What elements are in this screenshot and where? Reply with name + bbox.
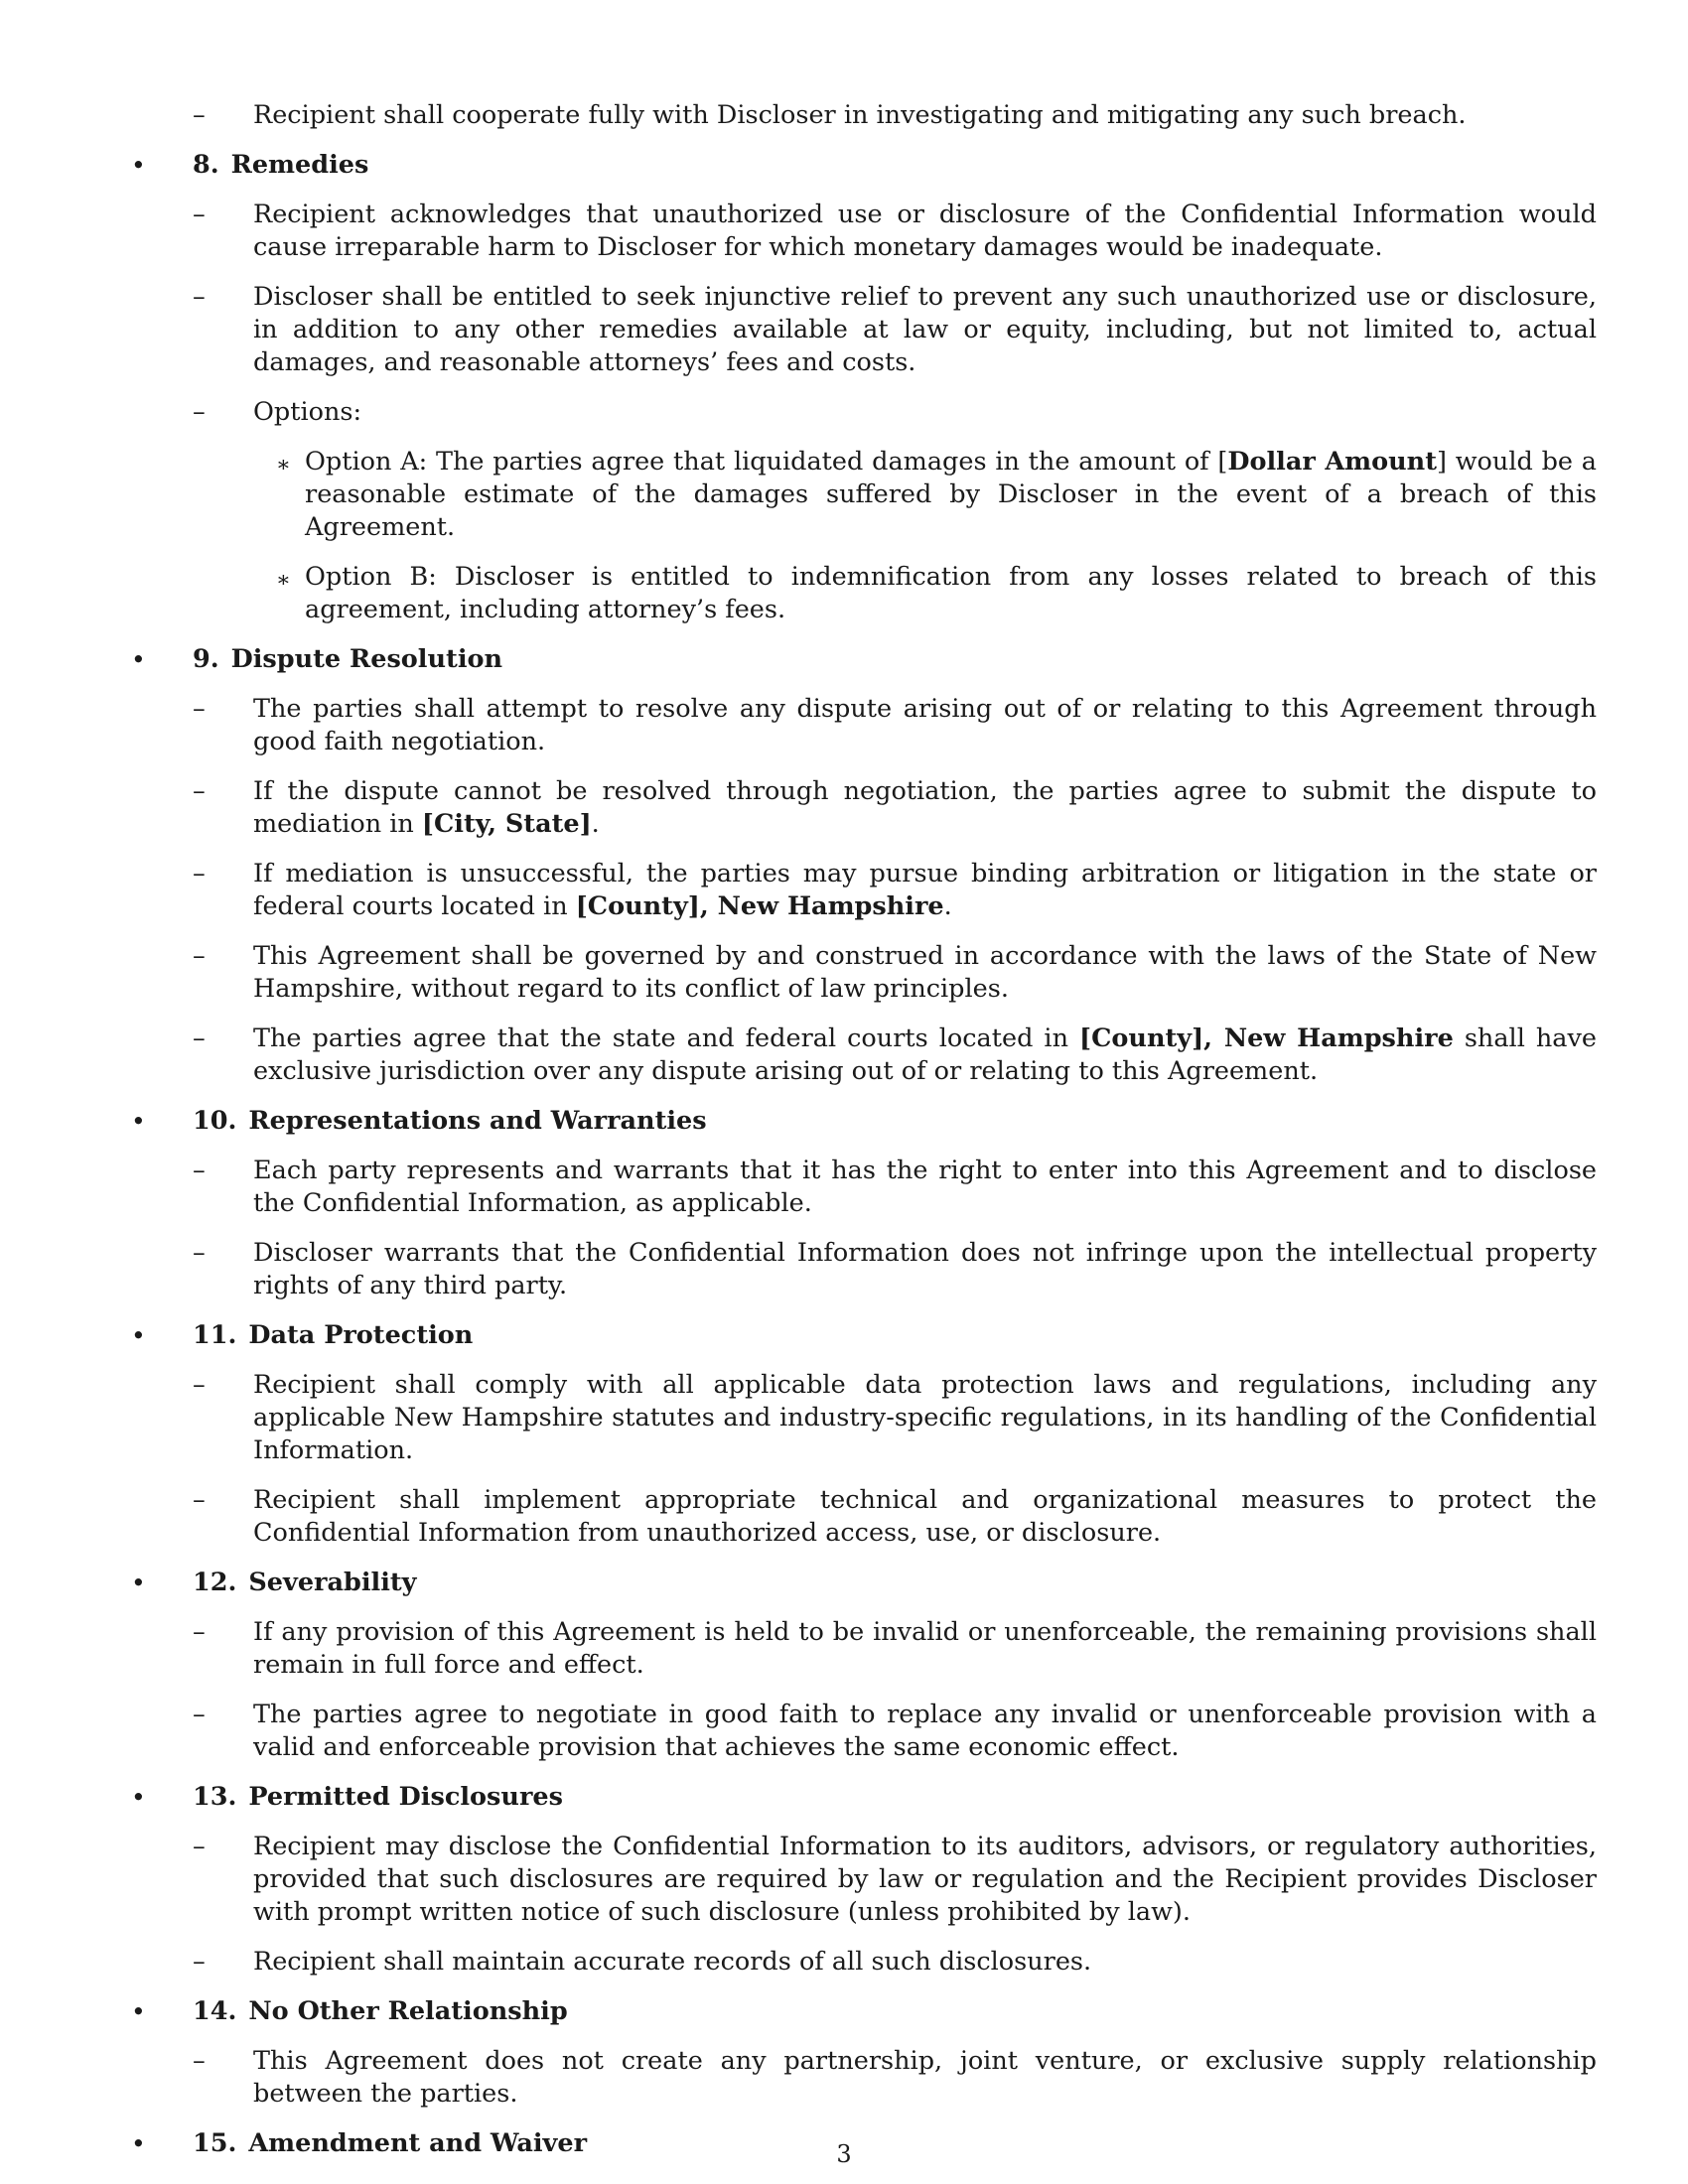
subclause: – Recipient may disclose the Confidential Information to its auditors, advisors, or regulatory authorities, provided that such disclosures are required by law or regulation and the Recipient provides Discloser with prompt written notice of such disclosure (unless prohibited by law).	[193, 1832, 1597, 1927]
section-9	[127, 643, 1597, 1088]
bullet-marker: •	[131, 1107, 146, 1136]
section-heading: 8. Remedies	[193, 150, 369, 180]
section-14	[127, 1995, 1597, 2111]
placeholder-county: [County], New Hampshire	[575, 891, 944, 921]
subclause: – Recipient shall maintain accurate records of all such disclosures.	[193, 1947, 1092, 1977]
subclause: – Discloser warrants that the Confidential Information does not infringe upon the intellectual property rights of any third party.	[193, 1238, 1597, 1300]
option-a: ∗ Option A: The parties agree that liquidated damages in the amount of [Dollar Amount] would be a reasonable estimate of the damages suffered by Discloser in the event of a breach of this Agreement.	[276, 447, 1597, 542]
dash-marker: –	[193, 2046, 206, 2076]
subclause: – The parties agree that the state and federal courts located in [County], New Hampshire shall have exclusive jurisdiction over any dispute arising out of or relating to this Agreement.	[193, 1024, 1598, 1086]
subclause: – Each party represents and warrants that it has the right to enter into this Agreement and to disclose the Confidential Information, as applicable.	[193, 1156, 1597, 1218]
section-13	[127, 1781, 1597, 1979]
dash-marker: –	[193, 1370, 206, 1400]
dash-marker: –	[193, 859, 206, 888]
section-heading: 15. Amendment and Waiver	[193, 2128, 588, 2158]
subclause: – If mediation is unsuccessful, the parties may pursue binding arbitration or litigation in the state or federal courts located in [County], New Hampshire.	[193, 859, 1597, 921]
section-heading: 9. Dispute Resolution	[193, 644, 503, 674]
dash-marker: –	[193, 1485, 206, 1515]
bullet-marker: •	[131, 1997, 146, 2026]
bullet-marker: •	[131, 1783, 146, 1812]
placeholder-city-state: [City, State]	[421, 809, 592, 839]
bullet-marker: •	[131, 645, 146, 674]
section-heading: 12. Severability	[193, 1568, 417, 1597]
dash-marker: –	[193, 200, 206, 229]
placeholder-county: [County], New Hampshire	[1079, 1024, 1454, 1053]
dash-marker: –	[193, 941, 206, 971]
subclause: – The parties shall attempt to resolve any dispute arising out of or relating to this Agreement through good faith negotiation.	[193, 694, 1597, 756]
section-12	[127, 1567, 1597, 1764]
subclause: – Recipient shall cooperate fully with Discloser in investigating and mitigating any such breach.	[193, 100, 1467, 130]
section-8	[127, 149, 1597, 626]
dash-marker: –	[193, 1700, 206, 1729]
subclause: – Options:	[193, 397, 362, 427]
section-heading: 13. Permitted Disclosures	[193, 1782, 563, 1812]
dash-marker: –	[193, 1617, 206, 1647]
section-heading: 11. Data Protection	[193, 1320, 474, 1350]
subclause: – Recipient shall implement appropriate technical and organizational measures to protect the Confidential Information from unauthorized access, use, or disclosure.	[193, 1485, 1597, 1548]
placeholder-dollar-amount: Dollar Amount	[1227, 447, 1437, 477]
dash-marker: –	[193, 1832, 206, 1861]
subclause: – If any provision of this Agreement is held to be invalid or unenforceable, the remaining provisions shall remain in full force and effect.	[193, 1617, 1597, 1680]
dash-marker: –	[193, 100, 206, 130]
subclause: – This Agreement shall be governed by and construed in accordance with the laws of the State of New Hampshire, without regard to its conflict of law principles.	[193, 941, 1597, 1004]
section-11	[127, 1319, 1597, 1550]
dash-marker: –	[193, 776, 206, 806]
subclause: – This Agreement does not create any partnership, joint venture, or exclusive supply relationship between the parties.	[193, 2046, 1597, 2109]
bullet-marker: •	[131, 151, 146, 180]
option-b: ∗ Option B: Discloser is entitled to indemnification from any losses related to breach of this agreement, including attorney’s fees.	[276, 562, 1597, 624]
subclause: – The parties agree to negotiate in good faith to replace any invalid or unenforceable provision with a valid and enforceable provision that achieves the same economic effect.	[193, 1700, 1597, 1762]
asterisk-marker: ∗	[276, 453, 291, 478]
bullet-marker: •	[131, 1321, 146, 1350]
dash-marker: –	[193, 1238, 206, 1268]
dash-marker: –	[193, 1156, 206, 1185]
dash-marker: –	[193, 1024, 206, 1053]
subclause: – Recipient shall comply with all applicable data protection laws and regulations, including any applicable New Hampshire statutes and industry-specific regulations, in its handling of the Confidential Information.	[193, 1370, 1597, 1465]
section-7-continuation	[127, 99, 1597, 132]
dash-marker: –	[193, 397, 206, 427]
dash-marker: –	[193, 282, 206, 312]
bullet-marker: •	[131, 2129, 146, 2158]
subclause: – If the dispute cannot be resolved through negotiation, the parties agree to submit the dispute to mediation in [City, State].	[193, 776, 1597, 839]
section-heading: 14. No Other Relationship	[193, 1996, 568, 2026]
subclause: – Discloser shall be entitled to seek injunctive relief to prevent any such unauthorized use or disclosure, in addition to any other remedies available at law or equity, including, but not limited to, actual damages, and reasonable attorneys’ fees and costs.	[193, 282, 1597, 377]
section-10	[127, 1105, 1597, 1302]
asterisk-marker: ∗	[276, 568, 291, 593]
dash-marker: –	[193, 694, 206, 724]
dash-marker: –	[193, 1947, 206, 1977]
page-number: 3	[836, 2140, 852, 2168]
document-page	[127, 99, 1597, 2177]
section-heading: 10. Representations and Warranties	[193, 1106, 707, 1136]
subclause: – Recipient acknowledges that unauthorized use or disclosure of the Confidential Information would cause irreparable harm to Discloser for which monetary damages would be inadequate.	[193, 200, 1597, 262]
bullet-marker: •	[131, 1569, 146, 1597]
